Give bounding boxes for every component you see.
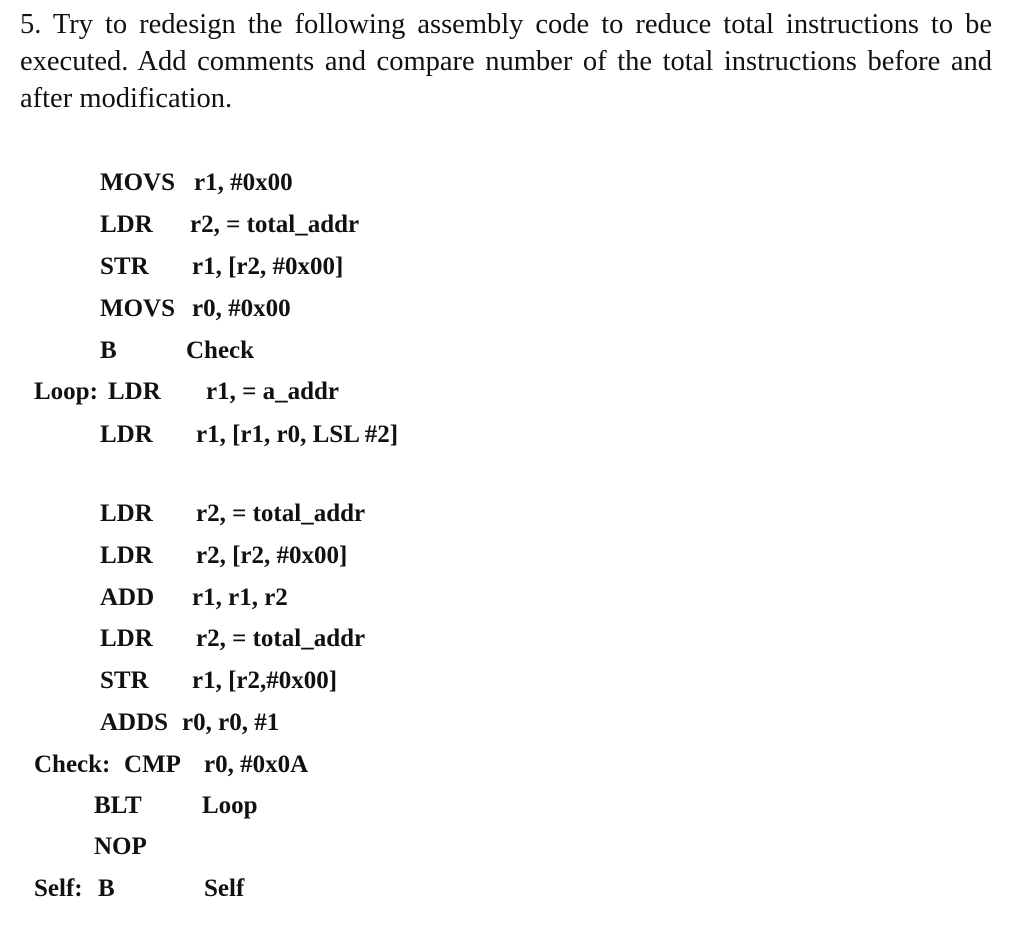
code-operands: Check (186, 337, 255, 364)
code-operands: r1, [r2, #0x00] (192, 253, 344, 280)
code-opcode: LDR (100, 500, 153, 527)
code-opcode: LDR (100, 542, 153, 569)
code-operands: r1, = a_addr (206, 378, 339, 405)
code-operands: r0, #0x00 (192, 295, 291, 322)
code-operands: r2, = total_addr (190, 211, 360, 238)
code-opcode: LDR (100, 625, 153, 652)
code-label: Self: (34, 875, 83, 902)
code-opcode: BLT (94, 792, 142, 819)
code-operands: r2, [r2, #0x00] (196, 542, 348, 569)
code-operands: Loop (202, 792, 258, 819)
code-operands: r1, r1, r2 (192, 584, 288, 611)
code-opcode: NOP (94, 833, 147, 860)
code-operands: r2, = total_addr (196, 625, 366, 652)
code-opcode: LDR (100, 421, 153, 448)
code-operands: r0, r0, #1 (182, 709, 280, 736)
code-operands: r0, #0x0A (204, 751, 309, 778)
code-operands: r2, = total_addr (196, 500, 366, 527)
code-operands: r1, [r1, r0, LSL #2] (196, 421, 399, 448)
question-text: 5. Try to redesign the following assembly code to reduce total instructions to be executed. Add comments and compare number of the total instructions before and after modification. (20, 9, 992, 114)
code-operands: r1, #0x00 (194, 169, 293, 196)
code-opcode: B (98, 875, 115, 902)
code-label: Check: (34, 751, 111, 778)
code-label: Loop: (34, 378, 98, 405)
code-operands: r1, [r2,#0x00] (192, 667, 338, 694)
code-opcode: MOVS (100, 295, 175, 322)
code-opcode: ADD (100, 584, 155, 611)
code-opcode: STR (100, 667, 149, 694)
code-operands: Self (204, 875, 245, 902)
code-opcode: ADDS (100, 709, 169, 736)
code-opcode: LDR (108, 378, 161, 405)
code-opcode: B (100, 337, 117, 364)
code-opcode: LDR (100, 211, 153, 238)
code-opcode: CMP (124, 751, 181, 778)
code-opcode: MOVS (100, 169, 175, 196)
code-opcode: STR (100, 253, 149, 280)
